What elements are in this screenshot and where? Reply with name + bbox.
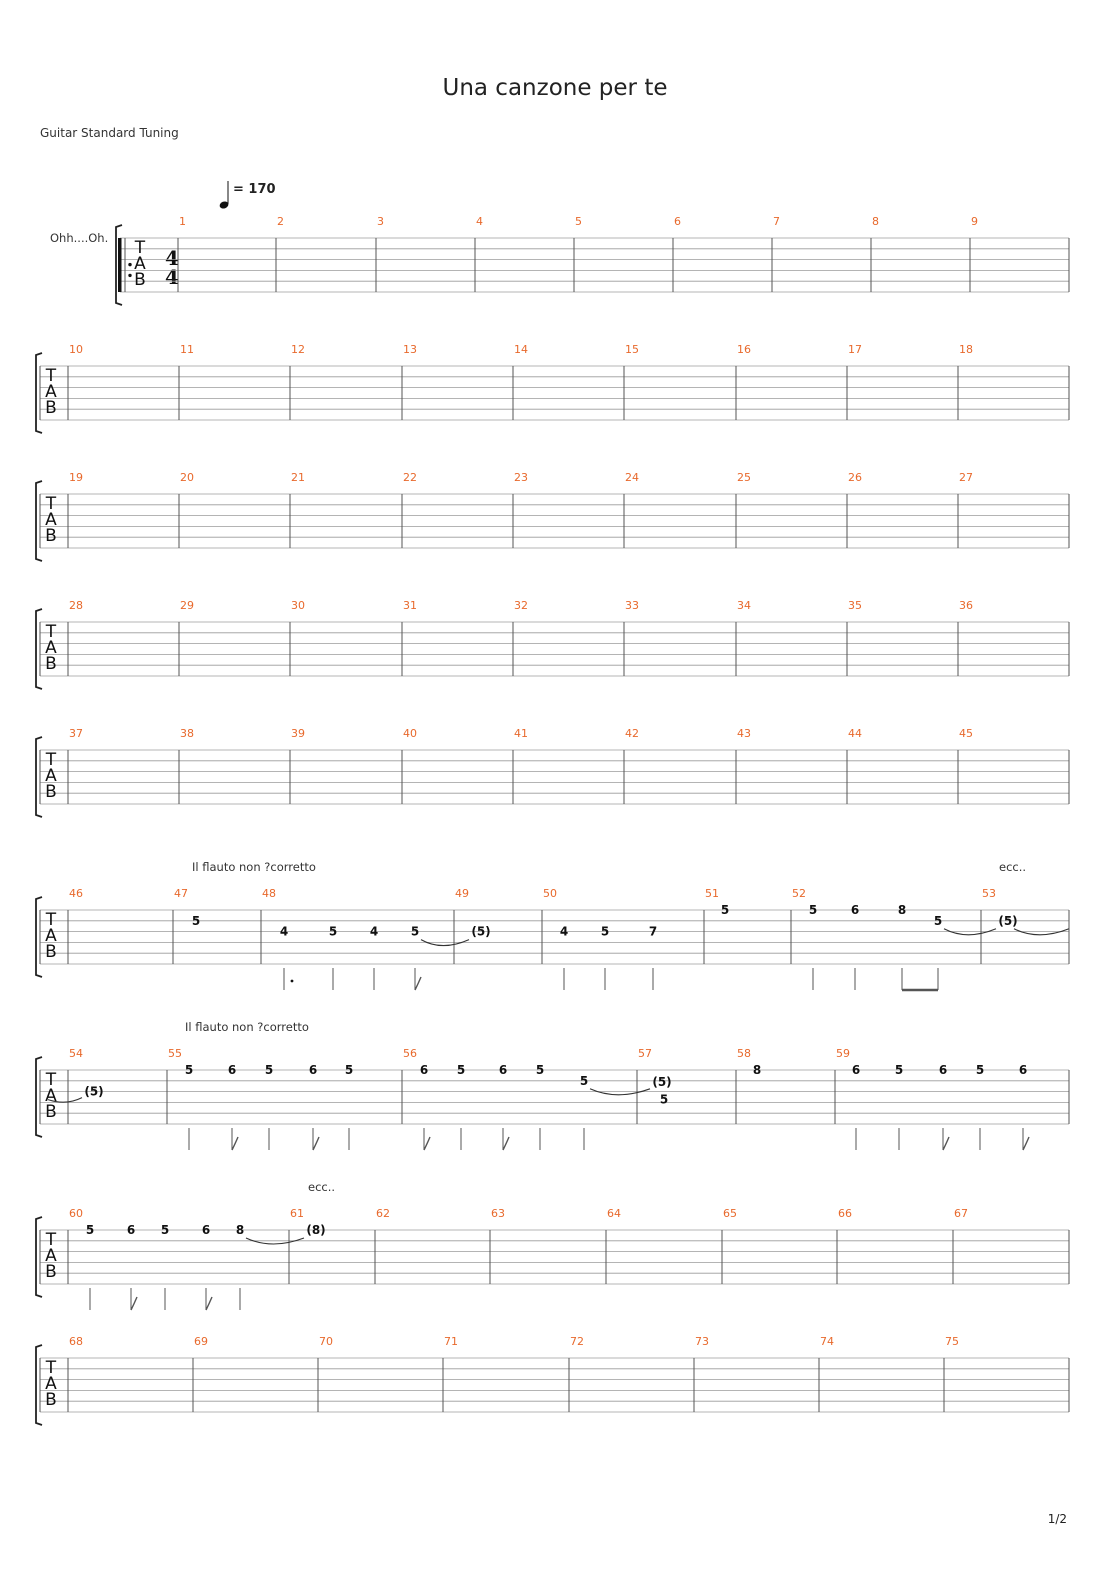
measure-number: 4 [476,215,483,228]
tab-clef-letter: B [45,942,57,962]
tab-note [1019,1063,1029,1150]
fret-number: 8 [235,1223,245,1237]
fret-number: (5) [471,924,491,939]
measure-number: 36 [959,599,973,612]
tab-note [84,1085,103,1099]
measure-number: 29 [180,599,194,612]
system-brace [36,481,42,561]
measure-number: 21 [291,471,305,484]
tab-note [851,903,859,990]
measure-number: 6 [674,215,681,228]
measure-number: 8 [872,215,879,228]
measure-number: 12 [291,343,305,356]
tab-system [36,1047,1069,1137]
measure-number: 7 [773,215,780,228]
measure-number: 52 [792,887,806,900]
measure-number: 56 [403,1047,417,1060]
measure-number: 43 [737,727,751,740]
tab-clef-letter: A [45,1374,57,1394]
measure-number: 10 [69,343,83,356]
flute-annotation: Il flauto non ?corretto [192,860,316,874]
tab-system [36,1335,1069,1425]
system-brace [36,1057,42,1137]
measure-number: 40 [403,727,417,740]
measure-number: 41 [514,727,528,740]
tab-note [202,1223,212,1310]
tab-note [809,903,817,990]
tab-note [895,1063,903,1150]
fret-number: 6 [126,1223,136,1237]
tab-clef-letter: B [45,1390,57,1410]
time-signature [165,246,179,289]
tab-clef-letter: T [45,750,57,770]
measure-number: 48 [262,887,276,900]
measure-number: 17 [848,343,862,356]
fret-number: 8 [752,1063,762,1077]
tab-note [560,925,568,990]
fret-number: 5 [933,913,943,928]
measure-number: 14 [514,343,528,356]
fret-number: (8) [306,1223,326,1237]
measure-number: 67 [954,1207,968,1220]
tab-note [898,903,906,990]
measure-number: 45 [959,727,973,740]
measure-number: 39 [291,727,305,740]
flute-annotation: Il flauto non ?corretto [185,1020,309,1034]
tab-clef-letter: B [45,1262,57,1282]
lyric-annotation: Ohh....Oh. [50,231,109,245]
eighth-flag [424,1137,430,1150]
tab-note [536,1063,544,1150]
tab-clef-letter: T [134,238,146,258]
measure-number: 49 [455,887,469,900]
measure-number: 46 [69,887,83,900]
tab-clef-letter: A [134,254,146,274]
fret-number: 6 [850,903,860,917]
measure-number: 75 [945,1335,959,1348]
tab-note [934,914,996,990]
fret-number: 8 [897,903,907,917]
ecc-annotation: ecc.. [999,860,1027,874]
tab-clef-letter: T [45,1070,57,1090]
fret-number: 5 [344,1063,354,1077]
fret-number: 5 [85,1223,95,1237]
tab-note [370,925,378,990]
eighth-flag [206,1297,212,1310]
system-brace [36,609,42,689]
fret-number: 5 [975,1063,985,1077]
eighth-flag [943,1137,949,1150]
tab-system [36,343,1069,433]
measure-number: 9 [971,215,978,228]
tab-systems [36,215,1069,1425]
tab-note [192,914,200,928]
tab-note [652,1075,671,1089]
fret-number: (5) [652,1074,672,1089]
measure-number: 66 [838,1207,852,1220]
measure-number: 25 [737,471,751,484]
measure-number: 38 [180,727,194,740]
tab-note [457,1063,465,1150]
fret-number: 5 [535,1063,545,1077]
measure-number: 13 [403,343,417,356]
measure-number: 1 [179,215,186,228]
fret-number: 5 [600,924,610,939]
fret-number: 5 [328,924,338,939]
time-signature-top: 4 [165,246,179,270]
measure-number: 71 [444,1335,458,1348]
tab-note [411,925,469,990]
measure-number: 19 [69,471,83,484]
fret-number: 5 [579,1073,589,1088]
tab-clef-letter: T [45,494,57,514]
measure-number: 60 [69,1207,83,1220]
repeat-dot [128,263,131,266]
fret-number: 4 [369,924,379,939]
measure-number: 20 [180,471,194,484]
fret-number: 5 [808,903,818,917]
fret-number: 5 [456,1063,466,1077]
tab-clef-letter: B [45,526,57,546]
tab-clef-letter: A [45,926,57,946]
tab-note [306,1223,325,1237]
tab-note [185,1063,193,1150]
measure-number: 55 [168,1047,182,1060]
measure-number: 61 [290,1207,304,1220]
fret-number: 6 [1018,1063,1028,1077]
track-tuning: Guitar Standard Tuning [40,126,179,140]
eighth-flag [131,1297,137,1310]
fret-number: 5 [160,1223,170,1237]
measure-number: 22 [403,471,417,484]
repeat-start-thick-bar [118,238,122,292]
tab-clef-letter: A [45,766,57,786]
tab-note [228,1063,238,1150]
tempo-value: = 170 [233,182,276,197]
fret-number: 6 [308,1063,318,1077]
time-signature-bottom: 4 [165,265,179,289]
repeat-dot [128,274,131,277]
measure-number: 32 [514,599,528,612]
tab-clef-letter: A [45,1086,57,1106]
eighth-flag [232,1137,238,1150]
measure-number: 72 [570,1335,584,1348]
tab-note [580,1074,650,1150]
fret-number: 6 [851,1063,861,1077]
measure-number: 70 [319,1335,333,1348]
measure-number: 5 [575,215,582,228]
tab-system [36,1207,1069,1297]
tab-system [36,887,1069,977]
tab-clef-letter: T [45,1230,57,1250]
measure-number: 31 [403,599,417,612]
score-title: Una canzone per te [442,75,668,101]
measure-number: 42 [625,727,639,740]
tab-note [280,925,288,990]
measure-number: 26 [848,471,862,484]
system-brace [36,897,42,977]
tab-note [471,925,490,939]
tab-note [721,903,729,917]
measure-number: 33 [625,599,639,612]
system-brace [36,1345,42,1425]
measure-number: 47 [174,887,188,900]
fret-number: 5 [191,913,201,928]
eighth-flag [415,977,421,990]
fret-number: 7 [648,924,658,939]
measure-number: 2 [277,215,284,228]
measure-number: 57 [638,1047,652,1060]
measure-number: 24 [625,471,639,484]
tab-note [86,1223,94,1310]
fret-number: 6 [498,1063,508,1077]
measure-number: 62 [376,1207,390,1220]
eighth-flag [1023,1137,1029,1150]
tab-note [499,1063,509,1150]
tab-note [939,1063,949,1150]
fret-number: 6 [227,1063,237,1077]
tab-note [265,1063,273,1150]
tab-clef-letter: T [45,1358,57,1378]
measure-number: 51 [705,887,719,900]
measure-number: 28 [69,599,83,612]
page-number: 1/2 [1047,1512,1067,1526]
tab-clef-letter: B [45,398,57,418]
measure-number: 73 [695,1335,709,1348]
measure-number: 35 [848,599,862,612]
eighth-flag [313,1137,319,1150]
tab-note [420,1063,430,1150]
measure-number: 23 [514,471,528,484]
tab-clef-letter: A [45,382,57,402]
tab-note [660,1093,668,1107]
measure-number: 15 [625,343,639,356]
tab-clef-letter: T [45,366,57,386]
measure-number: 27 [959,471,973,484]
system-brace [36,1217,42,1297]
tab-clef-letter: T [45,910,57,930]
tab-clef-letter: A [45,510,57,530]
measure-number: 11 [180,343,194,356]
tab-note [753,1063,761,1077]
fret-number: 5 [184,1063,194,1077]
tempo-marking [219,181,276,210]
tab-note [601,925,609,990]
tab-note [649,925,657,990]
tab-note [127,1223,137,1310]
fret-number: 5 [659,1092,669,1107]
measure-number: 37 [69,727,83,740]
tab-note [345,1063,353,1150]
measure-number: 44 [848,727,862,740]
tab-clef-letter: B [45,1102,57,1122]
tab-note [976,1063,984,1150]
tab-system [36,471,1069,561]
measure-number: 34 [737,599,751,612]
measure-number: 50 [543,887,557,900]
measure-number: 68 [69,1335,83,1348]
fret-number: 5 [720,903,730,917]
fret-number: 5 [894,1063,904,1077]
tab-system [36,727,1069,817]
measure-number: 65 [723,1207,737,1220]
measure-number: 69 [194,1335,208,1348]
system-brace [36,353,42,433]
fret-number: 6 [419,1063,429,1077]
measure-number: 53 [982,887,996,900]
tab-clef-letter: B [45,782,57,802]
tab-clef-letter: T [45,622,57,642]
measure-number: 54 [69,1047,83,1060]
tab-note [329,925,337,990]
tab-clef-letter: B [45,654,57,674]
fret-number: 5 [410,924,420,939]
fret-number: (5) [998,913,1018,928]
eighth-flag [503,1137,509,1150]
measure-number: 3 [377,215,384,228]
tab-note [236,1223,304,1310]
tab-clef-letter: A [45,638,57,658]
fret-number: (5) [84,1084,104,1099]
measure-number: 63 [491,1207,505,1220]
measure-number: 74 [820,1335,834,1348]
fret-number: 5 [264,1063,274,1077]
tab-clef-letter: A [45,1246,57,1266]
fret-number: 6 [938,1063,948,1077]
tab-system [36,599,1069,689]
measure-number: 18 [959,343,973,356]
measure-number: 59 [836,1047,850,1060]
fret-number: 4 [559,924,569,939]
tab-system [116,215,1069,305]
measure-number: 16 [737,343,751,356]
ecc-annotation: ecc.. [308,1180,336,1194]
measure-number: 30 [291,599,305,612]
measure-number: 58 [737,1047,751,1060]
rhythm-dot [291,980,294,983]
measure-number: 64 [607,1207,621,1220]
tab-note [161,1223,169,1310]
tab-note [309,1063,319,1150]
tab-clef-letter: B [134,270,146,290]
fret-number: 4 [279,924,289,939]
fret-number: 6 [201,1223,211,1237]
tab-note [852,1063,860,1150]
system-brace [36,737,42,817]
